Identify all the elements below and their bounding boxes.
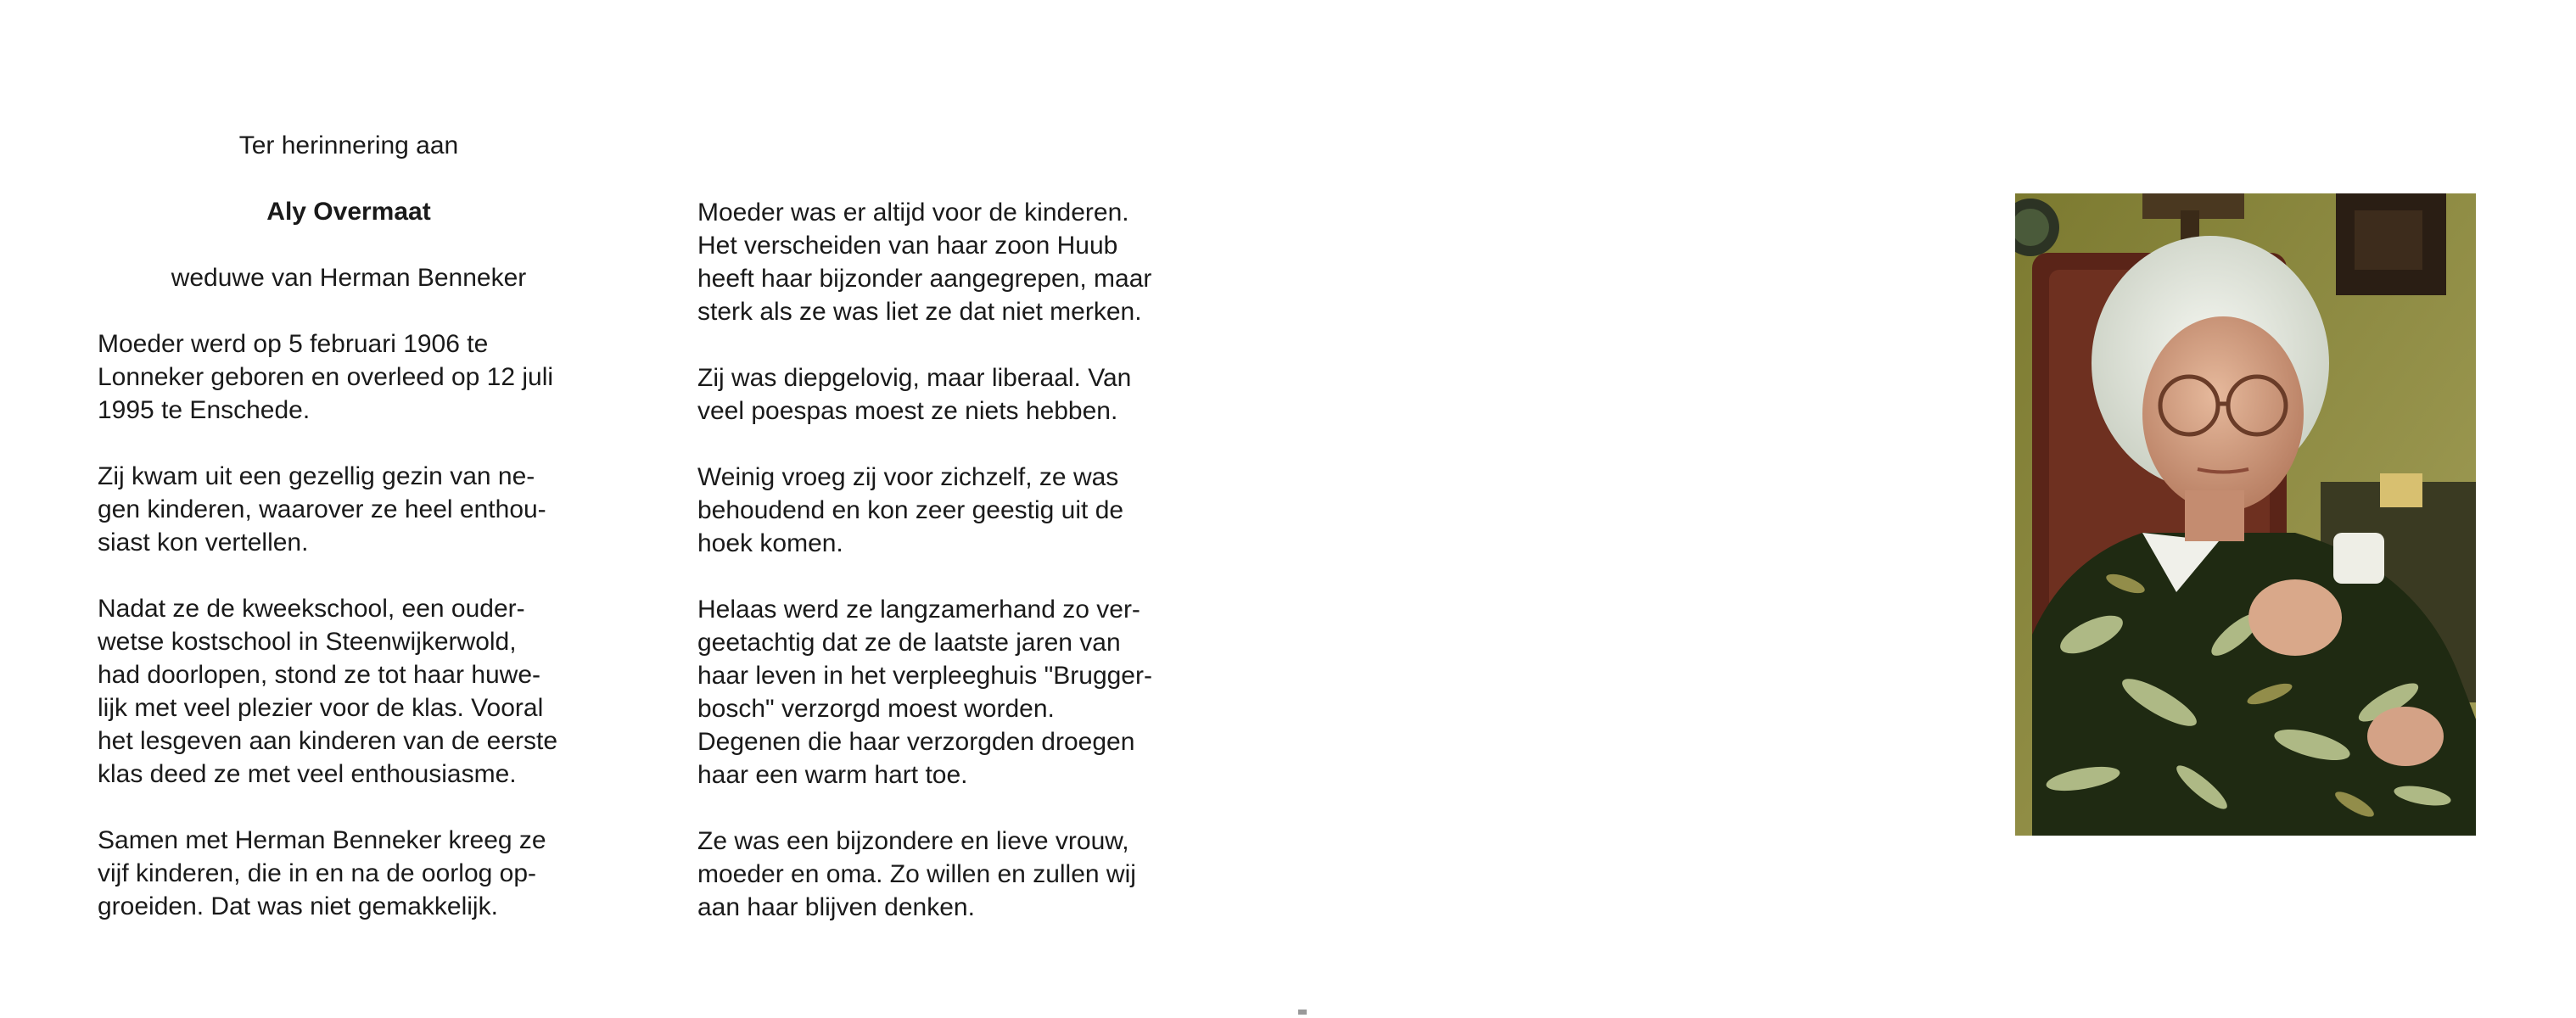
paragraph: Weinig vroeg zij voor zichzelf, ze was behoudend en kon zeer geestig uit de hoek komen. [697, 463, 1124, 557]
paragraph: Ze was een bijzondere en lieve vrouw, moeder en oma. Zo willen en zullen wij aan haar blijven denken. [697, 827, 1136, 921]
intro-line: Ter herinnering aan [238, 131, 459, 159]
paragraph: Moeder was er altijd voor de kinderen. Het verscheiden van haar zoon Huub heeft haar bijzonder aangegrepen, maar sterk als ze was liet ze dat niet merken. [697, 199, 1152, 326]
portrait-photo-icon [2015, 193, 2476, 836]
paragraph: Samen met Herman Benneker kreeg ze vijf kinderen, die in en na de oorlog op- groeiden. Dat was niet gemakkelijk. [98, 826, 546, 920]
paragraph: Degenen die haar verzorgden droegen haar een warm hart toe. [697, 728, 1135, 789]
paragraph: Zij kwam uit een gezellig gezin van ne- gen kinderen, waarover ze heel enthou- siast kon vertellen. [98, 462, 546, 557]
middle-column [697, 196, 1200, 957]
left-column [98, 129, 600, 956]
subtitle-line: weduwe van Herman Benneker [171, 264, 527, 292]
scan-speck [1298, 1010, 1307, 1015]
paragraph: Nadat ze de kweekschool, een ouder- wetse kostschool in Steenwijkerwold, had doorlopen, stond ze tot haar huwe- lijk met veel plezier voor de klas. Vooral het lesgeven aan kinderen van de eerste klas deed ze met veel enthousiasme. [98, 595, 558, 788]
paragraph: Moeder werd op 5 februari 1906 te Lonneker geboren en overleed op 12 juli 1995 te Enschede. [98, 330, 554, 424]
paragraph: Zij was diepgelovig, maar liberaal. Van veel poespas moest ze niets hebben. [697, 364, 1132, 425]
deceased-name: Aly Overmaat [266, 198, 431, 226]
paragraph: Helaas werd ze langzamerhand zo ver- geetachtig dat ze de laatste jaren van haar leven in het verpleeghuis "Brugger- bosch" verzorgd moest worden. [697, 596, 1152, 723]
